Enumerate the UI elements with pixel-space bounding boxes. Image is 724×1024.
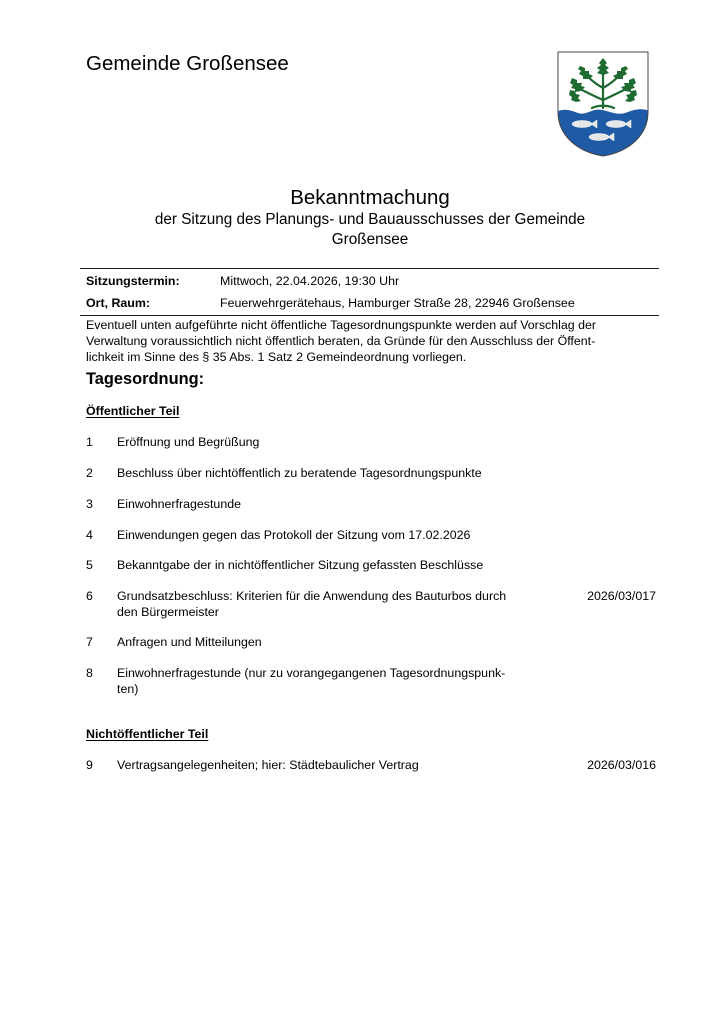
- title-block: [80, 186, 660, 250]
- item-number: 8: [86, 666, 93, 680]
- document-subtitle-line1: der Sitzung des Planungs- und Bauausschusses der Gemeinde: [154, 211, 586, 228]
- item-number: 4: [86, 528, 93, 542]
- coat-of-arms-icon: [556, 50, 650, 158]
- item-reference: 2026/03/016: [587, 758, 656, 772]
- item-text: Anfragen und Mitteilungen: [117, 635, 262, 649]
- top-divider: [80, 268, 659, 269]
- item-text: [117, 665, 547, 697]
- municipality-name: Gemeinde Großensee: [86, 52, 289, 75]
- item-reference: 2026/03/017: [587, 589, 656, 603]
- meta-row-location: [86, 295, 575, 311]
- item-number: 2: [86, 466, 93, 480]
- item-text-line: Einwohnerfragestunde (nur zu vorangegangenen Tagesordnungspunk-: [117, 666, 506, 680]
- meta-label-date: Sitzungstermin:: [86, 274, 180, 288]
- item-number: 7: [86, 635, 93, 649]
- agenda-heading: Tagesordnung:: [86, 370, 205, 388]
- item-text-line: den Bürgermeister: [117, 605, 219, 619]
- item-number: 6: [86, 589, 93, 603]
- item-text: Beschluss über nichtöffentlich zu beratende Tagesordnungspunkte: [117, 466, 482, 480]
- item-number: 1: [86, 435, 93, 449]
- item-text: Bekanntgabe der in nichtöffentlicher Sitzung gefassten Beschlüsse: [117, 558, 484, 572]
- notice-line: Verwaltung voraussichtlich nicht öffentlich beraten, da Gründe für den Ausschluss der Öffent-: [86, 334, 596, 348]
- document-subtitle-line2: Großensee: [331, 231, 409, 248]
- item-text: Vertragsangelegenheiten; hier: Städtebaulicher Vertrag: [117, 758, 419, 772]
- meta-value-date: Mittwoch, 22.04.2026, 19:30 Uhr: [220, 274, 400, 288]
- item-text: [117, 588, 547, 620]
- item-number: 3: [86, 497, 93, 511]
- meta-row-date: [86, 273, 399, 289]
- item-text: Eröffnung und Begrüßung: [117, 435, 260, 449]
- public-section-heading: Öffentlicher Teil: [86, 404, 180, 418]
- item-text-line: ten): [117, 682, 139, 696]
- meta-label-location: Ort, Raum:: [86, 296, 151, 310]
- item-number: 9: [86, 758, 93, 772]
- meta-value-location: Feuerwehrgerätehaus, Hamburger Straße 28, 22946 Großensee: [220, 296, 575, 310]
- private-section-heading: Nichtöffentlicher Teil: [86, 727, 209, 741]
- item-text-line: Grundsatzbeschluss: Kriterien für die Anwendung des Bauturbos durch: [117, 589, 507, 603]
- item-text: Einwendungen gegen das Protokoll der Sitzung vom 17.02.2026: [117, 528, 471, 542]
- notice-paragraph: [86, 317, 664, 365]
- bottom-divider: [80, 315, 659, 316]
- item-text: Einwohnerfragestunde: [117, 497, 241, 511]
- item-number: 5: [86, 558, 93, 572]
- notice-line: lichkeit im Sinne des § 35 Abs. 1 Satz 2 Gemeindeordnung vorliegen.: [86, 350, 467, 364]
- notice-line: Eventuell unten aufgeführte nicht öffentliche Tagesordnungspunkte werden auf Vorschlag der: [86, 318, 596, 332]
- document-title: Bekanntmachung: [290, 186, 450, 209]
